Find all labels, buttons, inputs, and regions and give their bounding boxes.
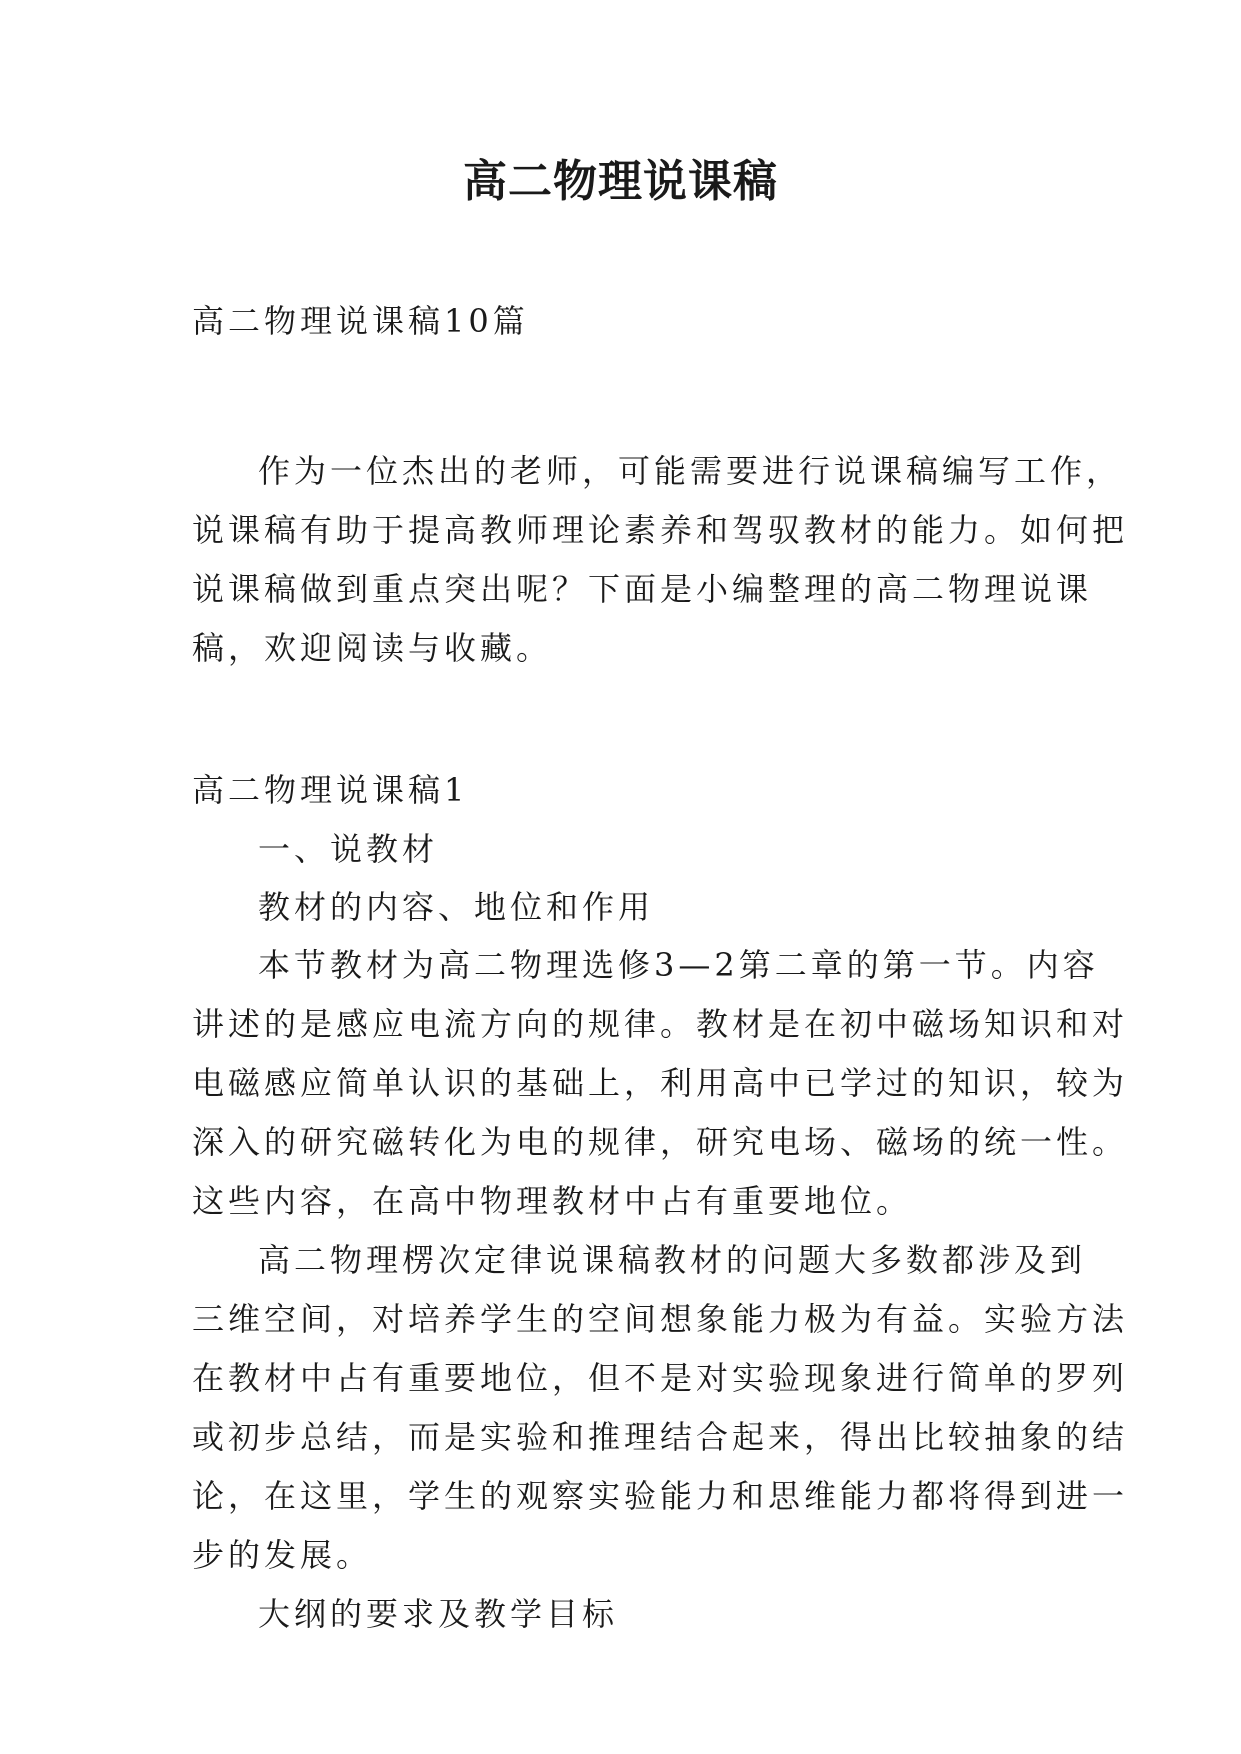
paragraph-line: 电磁感应简单认识的基础上，利用高中已学过的知识，较为 bbox=[192, 1064, 1129, 1102]
document-title: 高二物理说课稿 bbox=[463, 156, 778, 207]
paragraph-line: 论，在这里，学生的观察实验能力和思维能力都将得到进一 bbox=[192, 1477, 1129, 1515]
paragraph-line: 本节教材为高二物理选修3—2第二章的第一节。内容 bbox=[258, 946, 1099, 984]
part-heading: 一、说教材 bbox=[258, 830, 439, 868]
paragraph-line: 在教材中占有重要地位，但不是对实验现象进行简单的罗列 bbox=[192, 1359, 1129, 1397]
paragraph-method bbox=[192, 1231, 1129, 1585]
document-body bbox=[192, 292, 1129, 1644]
paragraph-line: 讲述的是感应电流方向的规律。教材是在初中磁场知识和对 bbox=[192, 1005, 1129, 1043]
intro-paragraph bbox=[192, 442, 1129, 678]
subheading: 教材的内容、地位和作用 bbox=[258, 888, 655, 926]
paragraph-line: 这些内容，在高中物理教材中占有重要地位。 bbox=[192, 1182, 913, 1220]
intro-line: 说课稿有助于提高教师理论素养和驾驭教材的能力。如何把 bbox=[192, 511, 1129, 549]
document-subtitle: 高二物理说课稿10篇 bbox=[192, 302, 529, 340]
paragraph-line: 步的发展。 bbox=[192, 1536, 373, 1574]
paragraph-line: 三维空间，对培养学生的空间想象能力极为有益。实验方法 bbox=[192, 1300, 1129, 1338]
paragraph-line: 或初步总结，而是实验和推理结合起来，得出比较抽象的结 bbox=[192, 1418, 1129, 1456]
paragraph-line: 高二物理楞次定律说课稿教材的问题大多数都涉及到 bbox=[258, 1241, 1087, 1279]
intro-line: 稿，欢迎阅读与收藏。 bbox=[192, 629, 553, 667]
intro-line: 说课稿做到重点突出呢？下面是小编整理的高二物理说课 bbox=[192, 570, 1093, 608]
subheading: 大纲的要求及教学目标 bbox=[258, 1595, 619, 1633]
section-heading: 高二物理说课稿1 bbox=[192, 771, 469, 809]
paragraph-material bbox=[192, 936, 1129, 1231]
paragraph-line: 深入的研究磁转化为电的规律，研究电场、磁场的统一性。 bbox=[192, 1123, 1129, 1161]
intro-line: 作为一位杰出的老师，可能需要进行说课稿编写工作， bbox=[258, 452, 1123, 490]
